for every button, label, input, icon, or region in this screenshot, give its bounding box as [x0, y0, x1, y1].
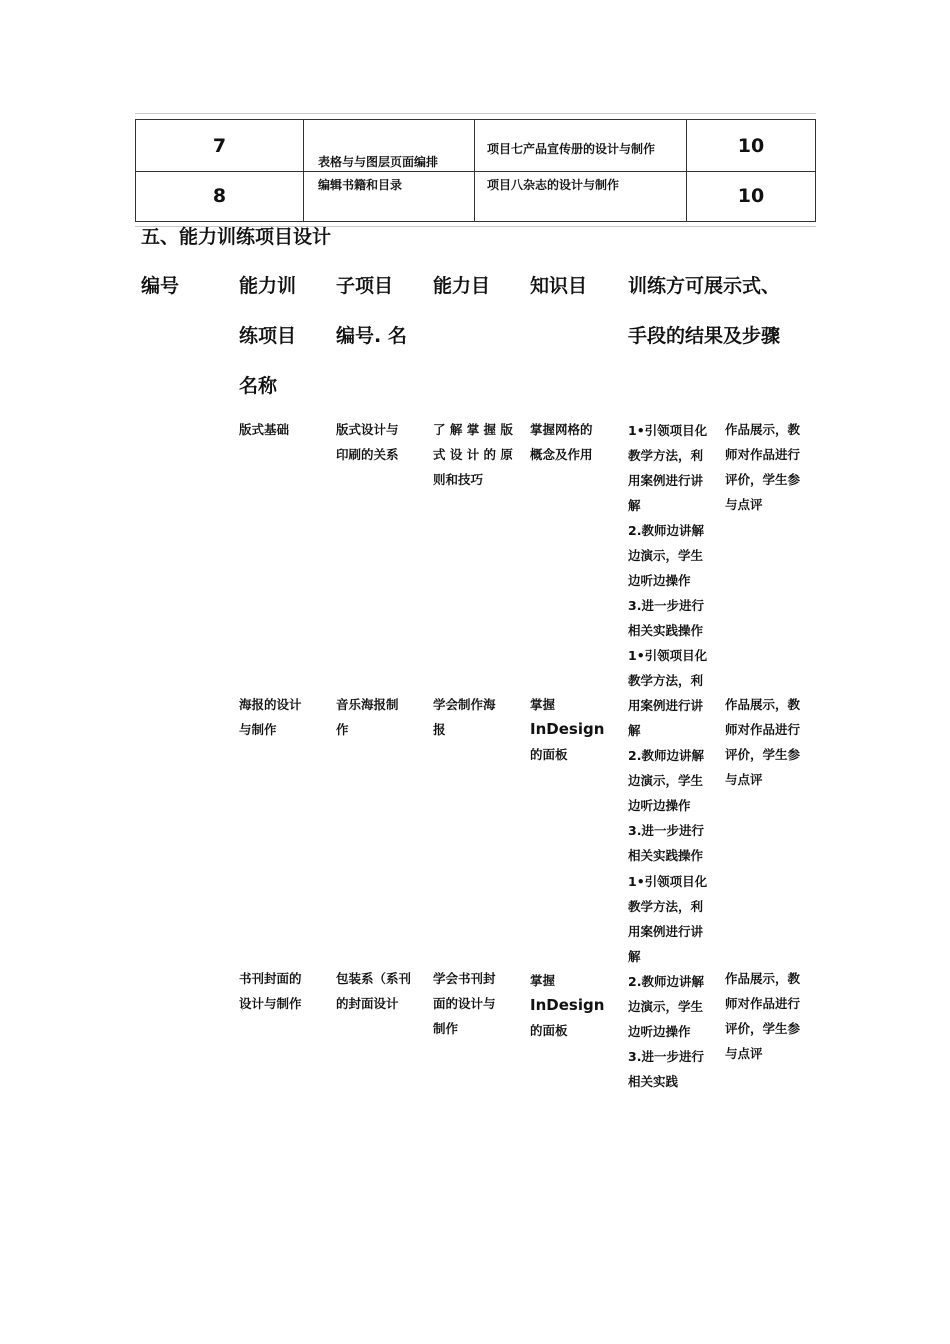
- text-line: 3.进一步进行: [628, 598, 704, 613]
- text-line: 教学方法，利: [628, 899, 704, 914]
- text-line: 解: [628, 949, 641, 964]
- text-line: 1•引领项目化: [628, 423, 708, 438]
- row-subproject: [336, 417, 399, 467]
- text-line: 概念及作用: [530, 447, 593, 462]
- text-line: 解: [628, 498, 641, 513]
- row-knowledge: [530, 417, 593, 467]
- text-line: 与点评: [725, 772, 763, 787]
- text-line: 边听边操作: [628, 1024, 691, 1039]
- text-line: 师对作品进行: [725, 722, 801, 737]
- text-line: 用案例进行讲: [628, 698, 704, 713]
- row-knowledge: [530, 692, 604, 767]
- table-line: [474, 119, 475, 222]
- text-line: 印刷的关系: [336, 447, 399, 462]
- table-line: [135, 171, 816, 172]
- row-subproject: [336, 692, 399, 742]
- text-line: 海报的设计: [239, 697, 302, 712]
- text-line: 作: [336, 722, 349, 737]
- text-line: 包装系（系刊: [336, 971, 412, 986]
- text-line: 评价，学生参: [725, 747, 801, 762]
- text-line: 边听边操作: [628, 573, 691, 588]
- text-line: 版式基础: [239, 422, 290, 437]
- text-line: 与点评: [725, 1046, 763, 1061]
- text-line: 相关实践: [628, 1074, 679, 1089]
- row-knowledge: [530, 968, 604, 1043]
- text-line: 则和技巧: [433, 472, 484, 487]
- text-line: InDesign: [530, 996, 605, 1014]
- text-line: 3.进一步进行: [628, 823, 704, 838]
- text-line: 的面板: [530, 1023, 568, 1038]
- text-line: 版式设计与: [336, 422, 399, 437]
- row-number: 8: [212, 185, 227, 207]
- text-line: 的面板: [530, 747, 568, 762]
- text-line: 边演示，学生: [628, 773, 704, 788]
- row-ability: [433, 966, 496, 1041]
- row-name: [239, 966, 302, 1016]
- text-line: 掌握: [530, 973, 556, 988]
- text-line: 教学方法，利: [628, 448, 704, 463]
- column-header-subproject: [336, 261, 407, 361]
- text-line: 2.教师边讲解: [628, 974, 704, 989]
- row-result: [725, 692, 800, 792]
- row-method: [628, 869, 707, 1094]
- text-line: 2.教师边讲解: [628, 748, 704, 763]
- row-subproject: [336, 966, 411, 1016]
- text-line: 用案例进行讲: [628, 924, 704, 939]
- text-line: InDesign: [530, 720, 605, 738]
- text-line: 书刊封面的: [239, 971, 302, 986]
- header-line: 能力目: [433, 275, 491, 297]
- text-line: 作品展示，教: [725, 971, 801, 986]
- text-line: 报: [433, 722, 446, 737]
- text-line: 制作: [433, 1021, 459, 1036]
- text-line: 用案例进行讲: [628, 473, 704, 488]
- text-line: 边演示，学生: [628, 548, 704, 563]
- text-line: 面的设计与: [433, 996, 496, 1011]
- section-title: 五、能力训练项目设计: [141, 226, 332, 248]
- text-line: 1•引领项目化: [628, 874, 708, 889]
- text-line: 学会书刊封: [433, 971, 496, 986]
- text-line: 边演示，学生: [628, 999, 704, 1014]
- text-line: 1•引领项目化: [628, 648, 708, 663]
- text-line: 掌握: [530, 697, 556, 712]
- header-line: 手段的结果及步骤: [628, 325, 781, 347]
- text-line: 师对作品进行: [725, 996, 801, 1011]
- row-number: 7: [212, 135, 227, 157]
- row-ability: [433, 692, 496, 742]
- column-header-number: [141, 261, 179, 311]
- column-header-project-name: [239, 261, 296, 411]
- text-line: 与点评: [725, 497, 763, 512]
- table-line: [815, 119, 816, 222]
- row-method: [628, 418, 707, 643]
- text-line: 评价，学生参: [725, 1021, 801, 1036]
- header-line: 练项目: [239, 325, 297, 347]
- header-line: 编号: [141, 275, 180, 297]
- row-ability: [433, 417, 513, 492]
- text-line: 教学方法，利: [628, 673, 704, 688]
- row-method: [628, 643, 707, 868]
- column-header-ability: [433, 261, 490, 311]
- text-line: 设计与制作: [239, 996, 302, 1011]
- text-line: 与制作: [239, 722, 277, 737]
- text-line: 相关实践操作: [628, 623, 704, 638]
- row-topic: 表格与与图层页面编排: [318, 155, 439, 169]
- header-line: 训练方可展示式、: [628, 275, 781, 297]
- column-header-method-result: [628, 261, 780, 361]
- text-line: 边听边操作: [628, 798, 691, 813]
- text-line: 2.教师边讲解: [628, 523, 704, 538]
- table-line: [135, 119, 816, 120]
- text-line: 相关实践操作: [628, 848, 704, 863]
- row-hours: 10: [737, 185, 765, 207]
- header-line: 名称: [239, 375, 278, 397]
- text-line: 音乐海报制: [336, 697, 399, 712]
- text-line: 评价，学生参: [725, 472, 801, 487]
- row-result: [725, 417, 800, 517]
- text-line: 式 设 计 的 原: [433, 447, 513, 462]
- row-name: [239, 692, 302, 742]
- text-line: 了 解 掌 握 版: [433, 422, 513, 437]
- text-line: 学会制作海: [433, 697, 496, 712]
- column-header-knowledge: [530, 261, 587, 311]
- table-top-border: [135, 113, 816, 114]
- header-line: 子项目: [336, 275, 394, 297]
- row-result: [725, 966, 800, 1066]
- text-line: 解: [628, 723, 641, 738]
- row-project: 项目八杂志的设计与制作: [487, 178, 620, 192]
- table-line: [303, 119, 304, 222]
- row-project: 项目七产品宣传册的设计与制作: [487, 142, 656, 156]
- text-line: 作品展示，教: [725, 422, 801, 437]
- text-line: 师对作品进行: [725, 447, 801, 462]
- text-line: 作品展示，教: [725, 697, 801, 712]
- text-line: 掌握网格的: [530, 422, 593, 437]
- header-line: 能力训: [239, 275, 297, 297]
- row-topic: 编辑书籍和目录: [318, 178, 403, 192]
- row-name: [239, 417, 289, 442]
- header-line: 编号. 名: [336, 325, 407, 347]
- text-line: 的封面设计: [336, 996, 399, 1011]
- header-line: 知识目: [530, 275, 588, 297]
- row-hours: 10: [737, 135, 765, 157]
- text-line: 3.进一步进行: [628, 1049, 704, 1064]
